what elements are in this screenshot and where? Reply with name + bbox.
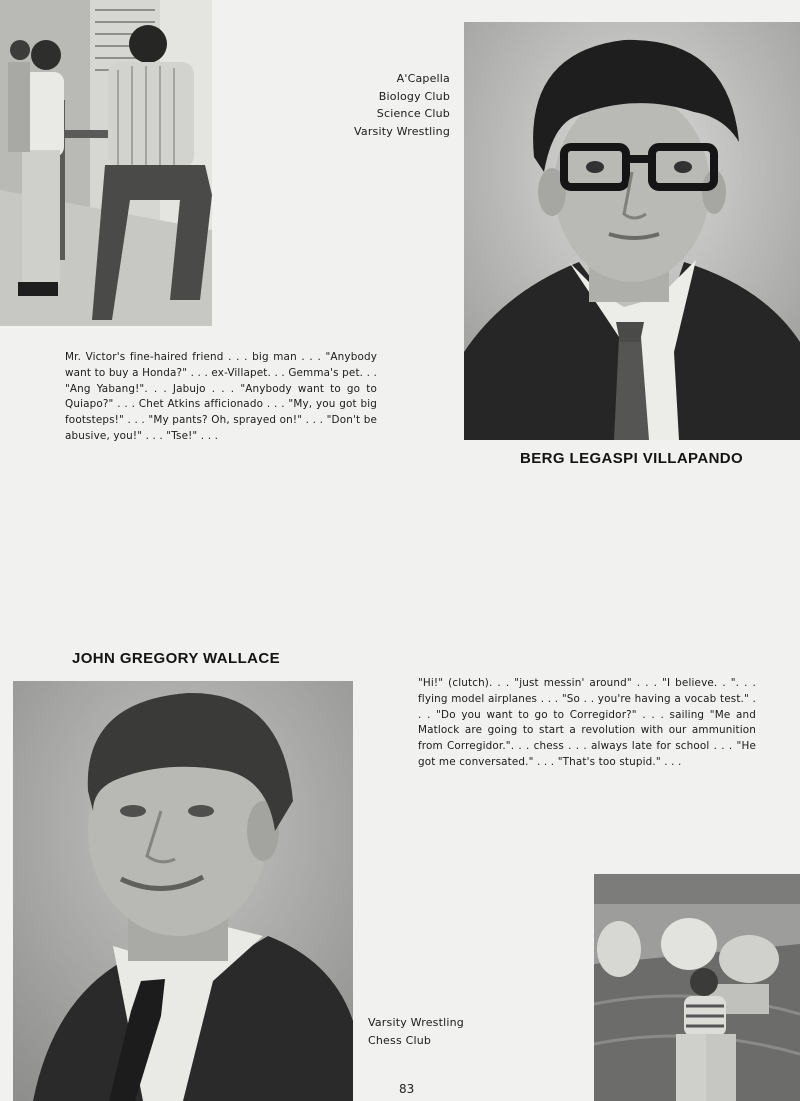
- bottom-student-blurb: "Hi!" (clutch). . . "just messin' around" . . . "I believe. . ". . . flying model airplanes . . . "So . . you're having a vocab test." . . . "Do you want to go to Corregidor?" . . . sailing "Me and Matlock are going to start a revolution with our ammunition from Corregidor.". . . chess . . . always late for school . . . "He got me conversated." . . . "That's too stupid." . . .: [418, 677, 756, 768]
- top-student-clubs: [354, 70, 450, 140]
- club-item: Science Club: [376, 107, 450, 120]
- bottom-student-name: JOHN GREGORY WALLACE: [72, 650, 281, 667]
- top-student-blurb: Mr. Victor's fine-haired friend . . . big man . . . "Anybody want to buy a Honda?" . . . ex-Villapet. . . Gemma's pet. . . "Ang Yabang!". . . Jabujo . . . "Anybody want to go to Quiapo?" . . . Chet Atkins afficionado . . . "My, you got big footsteps!" . . . "My pants? Oh, sprayed on!" . . . "Don't be abusive, you!" . . . "Tse!" . . .: [65, 351, 377, 442]
- portrait-wallace: [13, 681, 353, 1101]
- club-item: A'Capella: [396, 72, 450, 85]
- bottom-student-clubs: [368, 1014, 464, 1049]
- club-item: Varsity Wrestling: [354, 124, 450, 138]
- club-item: Chess Club: [368, 1033, 432, 1047]
- candid-photo-hallway: [0, 0, 212, 326]
- top-student-name: BERG LEGASPI VILLAPANDO: [520, 450, 744, 467]
- portrait-villapando: [464, 22, 800, 440]
- page-number: 83: [399, 1082, 415, 1096]
- candid-photo-wrestling: [594, 874, 800, 1101]
- club-item: Varsity Wrestling: [368, 1016, 464, 1029]
- club-item: Biology Club: [378, 89, 450, 103]
